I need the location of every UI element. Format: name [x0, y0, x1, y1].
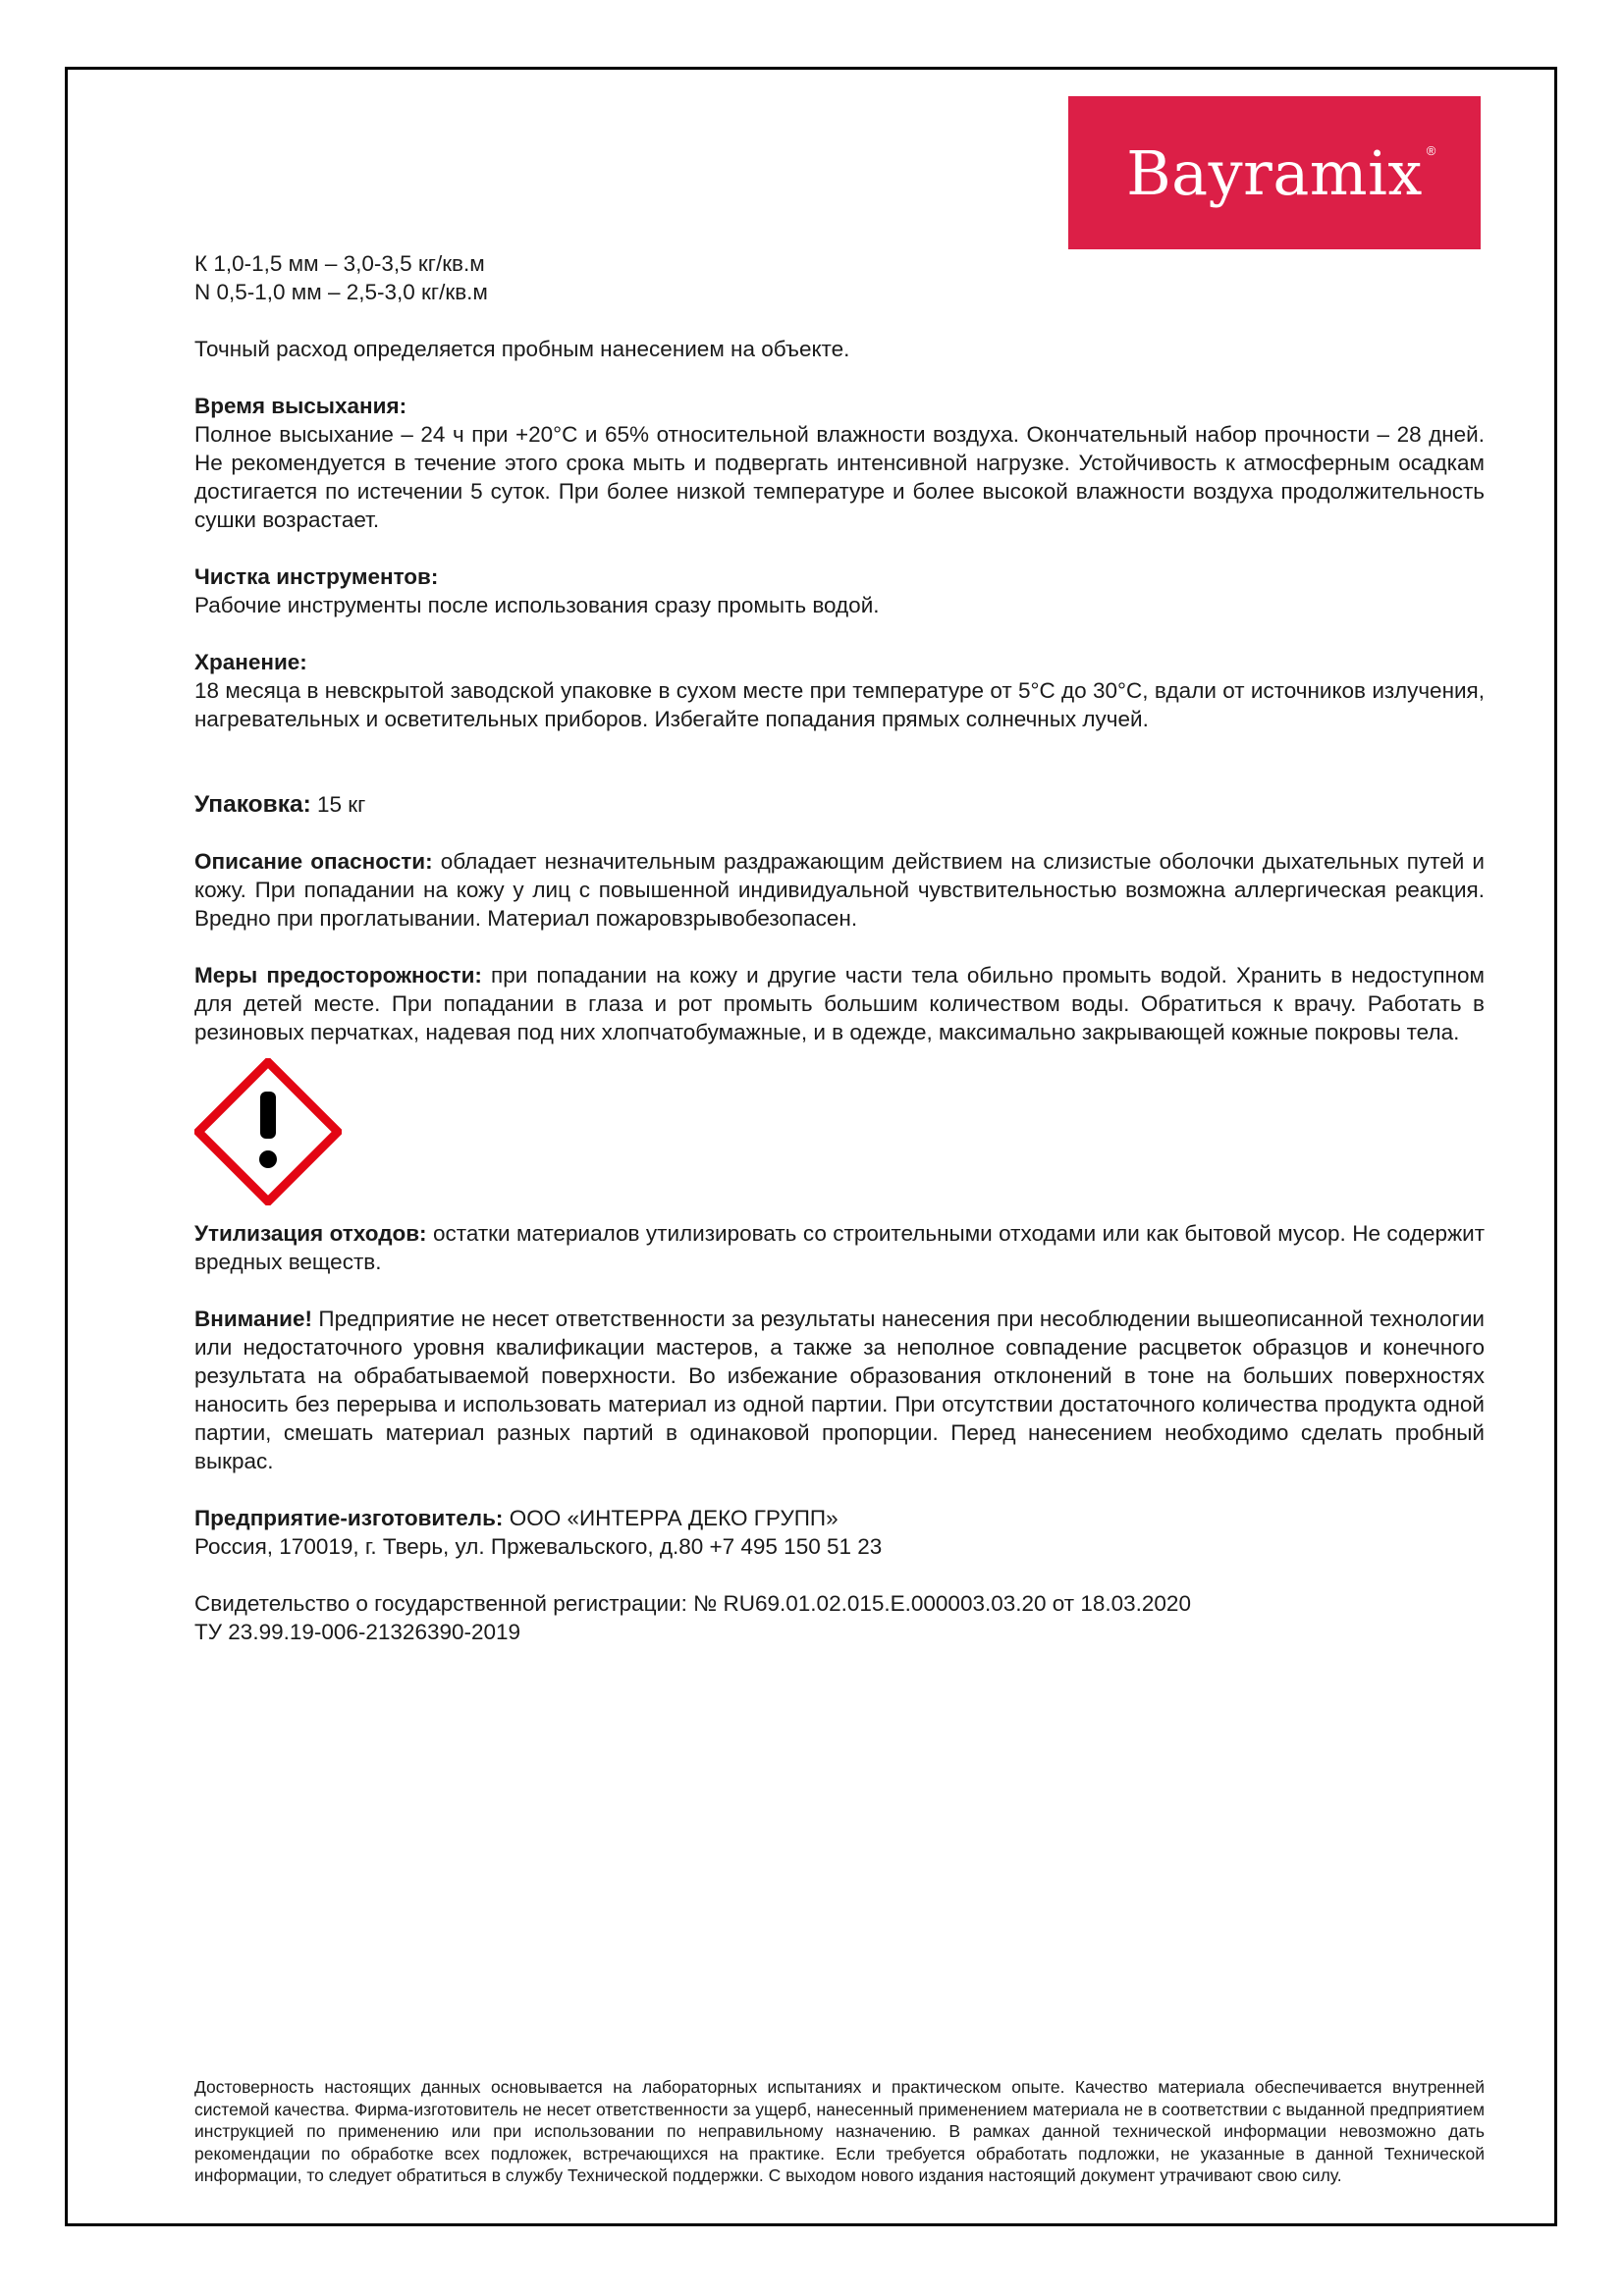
disposal — [194, 1219, 1485, 1276]
hazard-description — [194, 847, 1485, 933]
drying-heading: Время высыхания: — [194, 394, 407, 418]
drying-text: Полное высыхание – 24 ч при +20°C и 65% относительной влажности воздуха. Окончательный набор прочности – 28 дней. Не рекомендуется в течение этого срока мыть и подвергать интенсивной нагрузке. Устойчивость к атмосферным осадкам достигается по истечении 5 суток. При более низкой температуре и более высокой влажности воздуха продолжительность сушки возрастает. — [194, 422, 1485, 532]
manufacturer-section — [194, 1504, 1485, 1561]
attention-label: Внимание! — [194, 1307, 312, 1331]
packaging-section — [194, 790, 1485, 819]
registration-certificate: Свидетельство о государственной регистрации: № RU69.01.02.015.Е.000003.03.20 от 18.03.2020 — [194, 1591, 1191, 1616]
registration-tu: ТУ 23.99.19-006-21326390-2019 — [194, 1620, 521, 1644]
packaging-value: 15 кг — [317, 792, 366, 817]
storage-text: 18 месяца в невскрытой заводской упаковке в сухом месте при температуре от 5°C до 30°C, вдали от источников излучения, нагревательных и осветительных приборов. Избегайте попадания прямых солнечных лучей. — [194, 678, 1485, 731]
precautions — [194, 961, 1485, 1046]
storage-section — [194, 648, 1485, 733]
packaging-label: Упаковка: — [194, 791, 311, 818]
attention — [194, 1305, 1485, 1475]
consumption-note: Точный расход определяется пробным нанесением на объекте. — [194, 337, 850, 361]
consumption-line-n: N 0,5-1,0 мм – 2,5-3,0 кг/кв.м — [194, 280, 488, 304]
cleaning-section — [194, 562, 1485, 619]
footer-disclaimer: Достоверность настоящих данных основывается на лабораторных испытаниях и практическом опыте. Качество материала обеспечивается внутренней системой качества. Фирма-изготовитель не несет ответственности за ущерб, нанесенный применением материала не в соответствии с выданной предприятием инструкцией по применению или при использовании по неправильному назначению. В рамках данной технической информации невозможно дать рекомендации по обработке всех подложек, встречающихся на практике. Если требуется обработать подложки, не указанные в данной Технической информации, то следует обратиться в службу Технической поддержки. С выходом нового издания настоящий документ утрачивают свою силу. — [194, 2077, 1485, 2185]
precautions-text: при попадании на кожу и другие части тела обильно промыть водой. Хранить в недоступном для детей месте. При попадании в глаза и рот промыть большим количеством воды. Обратиться к врачу. Работать в резиновых перчатках, надевая под них хлопчатобумажные, и в одежде, максимально закрывающей кожные покровы тела. — [194, 963, 1485, 1044]
storage-heading: Хранение: — [194, 650, 307, 674]
drying-section — [194, 392, 1485, 534]
consumption-line-k: К 1,0-1,5 мм – 3,0-3,5 кг/кв.м — [194, 251, 485, 276]
manufacturer-address: Россия, 170019, г. Тверь, ул. Пржевальского, д.80 +7 495 150 51 23 — [194, 1534, 883, 1559]
disposal-text: остатки материалов утилизировать со строительными отходами или как бытовой мусор. Не содержит вредных веществ. — [194, 1221, 1485, 1274]
disposal-label: Утилизация отходов: — [194, 1221, 427, 1246]
precautions-label: Меры предосторожности: — [194, 963, 482, 988]
cleaning-text: Рабочие инструменты после использования сразу промыть водой. — [194, 593, 880, 617]
document-body — [194, 249, 1485, 1646]
exclamation-hazard-icon — [194, 1058, 342, 1205]
cleaning-heading: Чистка инструментов: — [194, 564, 439, 589]
logo-registered-mark: ® — [1426, 142, 1436, 158]
hazard-label: Описание опасности: — [194, 849, 433, 874]
logo-text: Bayramix ® — [1126, 136, 1436, 209]
manufacturer-name: ООО «ИНТЕРРА ДЕКО ГРУПП» — [509, 1506, 839, 1530]
hazard-text: обладает незначительным раздражающим действием на слизистые оболочки дыхательных путей и кожу. При попадании на кожу у лиц с повышенной индивидуальной чувствительностью возможна аллергическая реакция. Вредно при проглатывании. Материал пожаровзрывобезопасен. — [194, 849, 1485, 931]
bayramix-logo — [1068, 96, 1481, 249]
manufacturer-label: Предприятие-изготовитель: — [194, 1506, 504, 1530]
registration-section — [194, 1589, 1485, 1646]
attention-text: Предприятие не несет ответственности за результаты нанесения при несоблюдении вышеописанной технологии или недостаточного уровня квалификации мастеров, а также за неполное совпадение расцветок образцов и конечного результата на обрабатываемой поверхности. Во избежание образования отклонений в тоне на больших поверхностях наносить без перерыва и использовать материал из одной партии. При отсутствии достаточного количества продукта одной партии, смешать материал разных партий в одинаковой пропорции. Перед нанесением необходимо сделать пробный выкрас. — [194, 1307, 1485, 1473]
consumption-section — [194, 249, 1485, 363]
